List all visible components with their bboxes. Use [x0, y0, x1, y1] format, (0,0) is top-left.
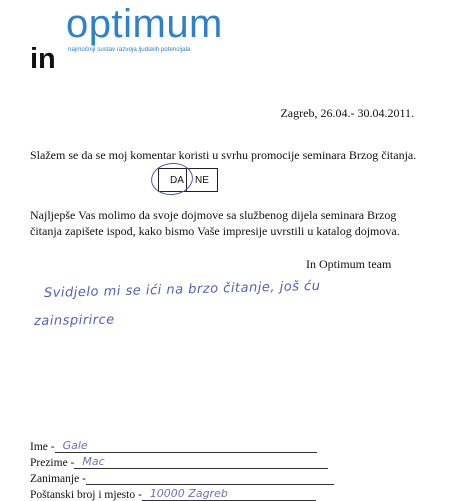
surname-line[interactable] — [74, 456, 328, 469]
postal-label: Poštanski broj i mjesto - — [30, 489, 142, 501]
surname-field[interactable] — [30, 456, 328, 469]
logo-wordmark: optimum — [66, 2, 223, 46]
name-line[interactable] — [55, 440, 317, 453]
occupation-line[interactable] — [86, 472, 334, 485]
option-yes[interactable]: DA — [158, 168, 196, 192]
handwritten-comment-line-2: zainspirirce — [33, 312, 115, 329]
team-signature: In Optimum team — [306, 257, 392, 271]
name-label: Ime - — [30, 441, 55, 453]
request-paragraph: Najljepše Vas molimo da svoje dojmove sa službenog dijela seminara Brzog čitanja zapišete ispod, kako bismo Vaše impresije uvrstili u katalog dojmova. — [30, 208, 400, 238]
surname-value: Mac — [82, 455, 105, 468]
postal-field[interactable] — [30, 488, 316, 501]
option-no[interactable]: NE — [186, 168, 218, 192]
surname-label: Prezime - — [30, 457, 75, 469]
consent-statement: Slažem se da se moj komentar koristi u svrhu promocije seminara Brzog čitanja. — [30, 148, 417, 162]
handwritten-comment-line-1: Svidjelo mi se ići na brzo čitanje, još ću — [43, 278, 321, 301]
logo-tagline: najmočniji sustav razvoja ljudskih potencijala — [68, 46, 191, 53]
occupation-field[interactable] — [30, 472, 334, 485]
occupation-label: Zanimanje - — [30, 473, 86, 485]
document-date: Zagreb, 26.04.- 30.04.2011. — [280, 106, 414, 120]
postal-line[interactable] — [142, 488, 316, 501]
logo-prefix: in — [30, 43, 56, 75]
postal-value: 10000 Zagreb — [149, 487, 228, 500]
optimum-logo — [28, 4, 238, 76]
name-value: Gale — [62, 439, 88, 452]
name-field[interactable] — [30, 440, 317, 453]
